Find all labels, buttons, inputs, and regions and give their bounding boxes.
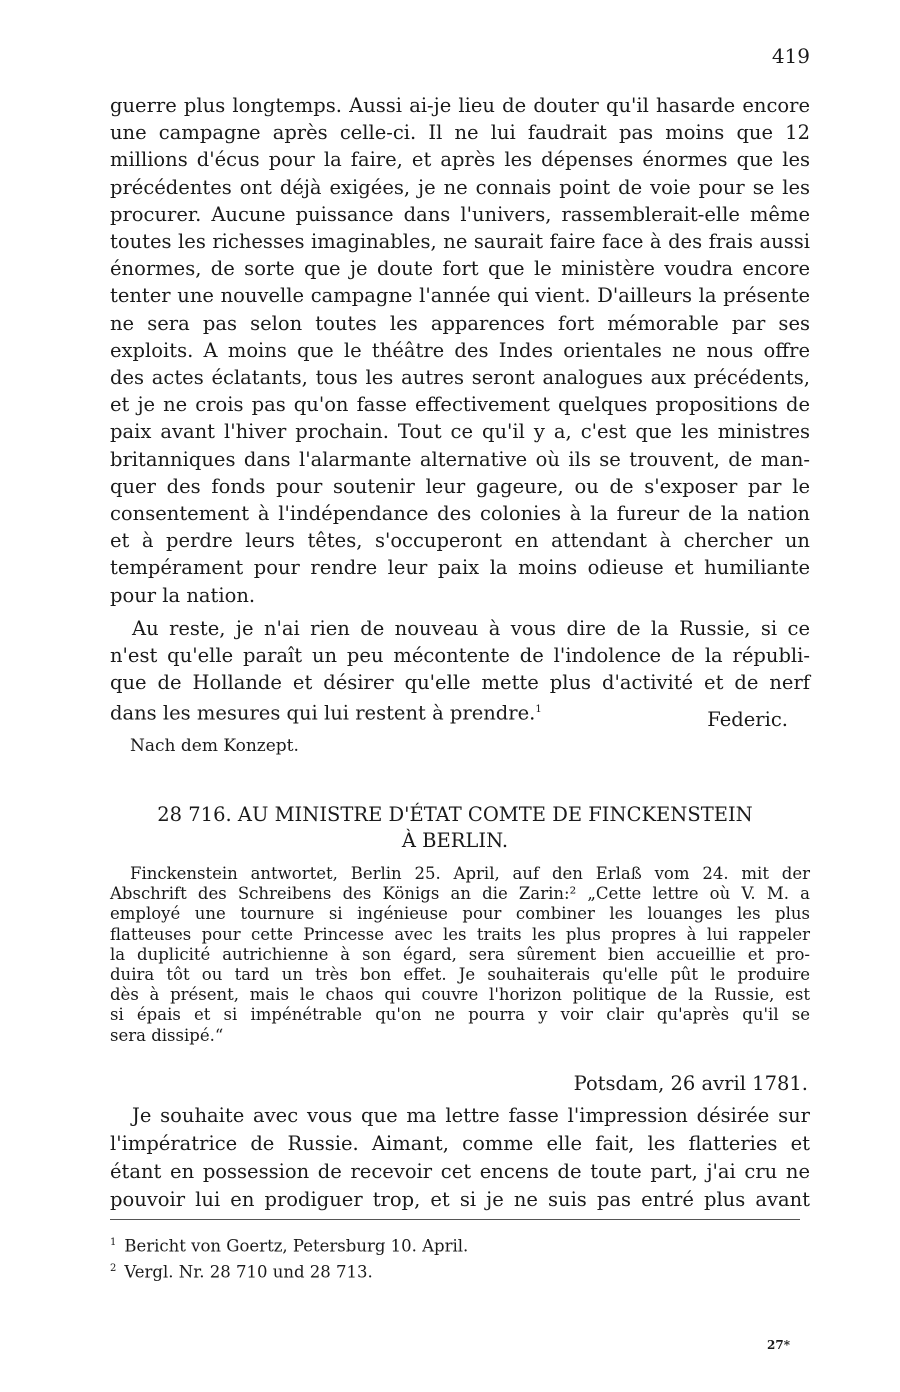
text-line: millions d'écus pour la faire, et après les dépenses énormes que les (110, 148, 810, 172)
text-line: ne sera pas selon toutes les apparences fort mémorable par ses (110, 311, 810, 335)
text-line: la duplicité autrichienne à son égard, sera sûrement bien accueillie et pro- (110, 944, 810, 964)
source-note: Nach dem Konzept. (130, 736, 299, 756)
text-line: des actes éclatants, tous les autres seront analogues aux précédents, (110, 366, 810, 390)
text-line: une campagne après celle-ci. Il ne lui faudrait pas moins que 12 (110, 121, 810, 145)
page-number: 419 (771, 44, 810, 68)
text-line: tenter une nouvelle campagne l'année qui vient. D'ailleurs la présente (110, 284, 810, 308)
footnote-mark: 1 (110, 1237, 117, 1248)
footnote-ref: 1 (535, 704, 542, 716)
summary-paragraph (110, 864, 810, 1046)
text-line: guerre plus longtemps. Aussi ai-je lieu de douter qu'il hasarde encore (110, 94, 810, 117)
text-line: étant en possession de recevoir cet encens de toute part, j'ai cru ne (110, 1160, 810, 1183)
text-line: Au reste, je n'ai rien de nouveau à vous dire de la Russie, si ce (132, 616, 810, 640)
letter-body (110, 1102, 810, 1214)
text-line: exploits. A moins que le théâtre des Indes orientales ne nous offre (110, 338, 810, 362)
footnote-text: Bericht von Goertz, Petersburg 10. April. (124, 1236, 469, 1256)
signature: Federic. (707, 708, 788, 732)
footnote-mark: 2 (110, 1262, 117, 1274)
text-line (110, 696, 542, 727)
text-line: et je ne crois pas qu'on fasse effectivement quelques propositions de (110, 393, 810, 417)
text-line: Finckenstein antwortet, Berlin 25. April, auf den Erlaß vom 24. mit der (130, 864, 810, 883)
text-line: employé une tournure si ingénieuse pour combiner les louanges les plus (110, 904, 810, 924)
text-line: tempérament pour rendre leur paix la moins odieuse et humiliante (110, 556, 810, 580)
text-line: précédentes ont déjà exigées, je ne connais point de voie pour se les (110, 175, 810, 199)
text-line: duira tôt ou tard un très bon effet. Je souhaiterais qu'elle pût le produire (110, 965, 810, 985)
letter-body-continued (110, 92, 810, 732)
text-line: pour la nation. (110, 583, 256, 607)
text-line: toutes les richesses imaginables, ne saurait faire face à des frais aussi (110, 230, 810, 254)
footnote-divider (110, 1219, 800, 1220)
footnotes (110, 1232, 468, 1283)
footnote (110, 1232, 468, 1258)
text-line: consentement à l'indépendance des colonies à la fureur de la nation (110, 502, 810, 526)
closing-text: dans les mesures qui lui restent à prendre. (110, 701, 536, 725)
dateline: Potsdam, 26 avril 1781. (573, 1072, 808, 1095)
text-line: si épais et si impénétrable qu'on ne pourra y voir clair qu'après qu'il se (110, 1005, 810, 1025)
text-line: énormes, de sorte que je doute fort que le ministère voudra encore (110, 257, 810, 281)
heading-line: À BERLIN. (401, 829, 509, 852)
text-line: britanniques dans l'alarmante alternative où ils se trouvent, de man- (110, 447, 810, 471)
text-line: quer des fonds pour soutenir leur gageure, ou de s'exposer par le (110, 474, 810, 498)
paragraph-2 (110, 615, 810, 732)
text-line: paix avant l'hiver prochain. Tout ce qu'il y a, c'est que les ministres (110, 420, 810, 444)
document-heading (110, 802, 800, 854)
footnote (110, 1258, 468, 1284)
heading-line: 28 716. AU MINISTRE D'ÉTAT COMTE DE FINCKENSTEIN (157, 803, 753, 826)
text-line: Je souhaite avec vous que ma lettre fasse l'impression désirée sur (132, 1104, 810, 1127)
text-line: Abschrift des Schreibens des Königs an die Zarin:² „Cette lettre où V. M. a (110, 884, 810, 904)
text-line: et à perdre leurs têtes, s'occuperont en attendant à chercher un (110, 529, 810, 553)
closing-row (110, 696, 810, 732)
footnote-text: Vergl. Nr. 28 710 und 28 713. (124, 1262, 373, 1281)
text-line: n'est qu'elle paraît un peu mécontente de l'indolence de la républi- (110, 644, 810, 668)
text-line: l'impératrice de Russie. Aimant, comme elle fait, les flatteries et (110, 1132, 810, 1155)
text-line: sera dissipé.“ (110, 1025, 224, 1045)
text-line: que de Hollande et désirer qu'elle mette plus d'activité et de nerf (110, 671, 810, 695)
text-line: dès à présent, mais le chaos qui couvre l'horizon politique de la Russie, est (110, 985, 810, 1005)
text-line: pouvoir lui en prodiguer trop, et si je ne suis pas entré plus avant (110, 1188, 810, 1211)
sheet-signature: 27* (767, 1338, 790, 1352)
paragraph-1 (110, 92, 810, 609)
text-line: procurer. Aucune puissance dans l'univers, rassemblerait-elle même (110, 202, 810, 226)
text-line: flatteuses pour cette Princesse avec les traits les plus propres à lui rappeler (110, 924, 810, 944)
